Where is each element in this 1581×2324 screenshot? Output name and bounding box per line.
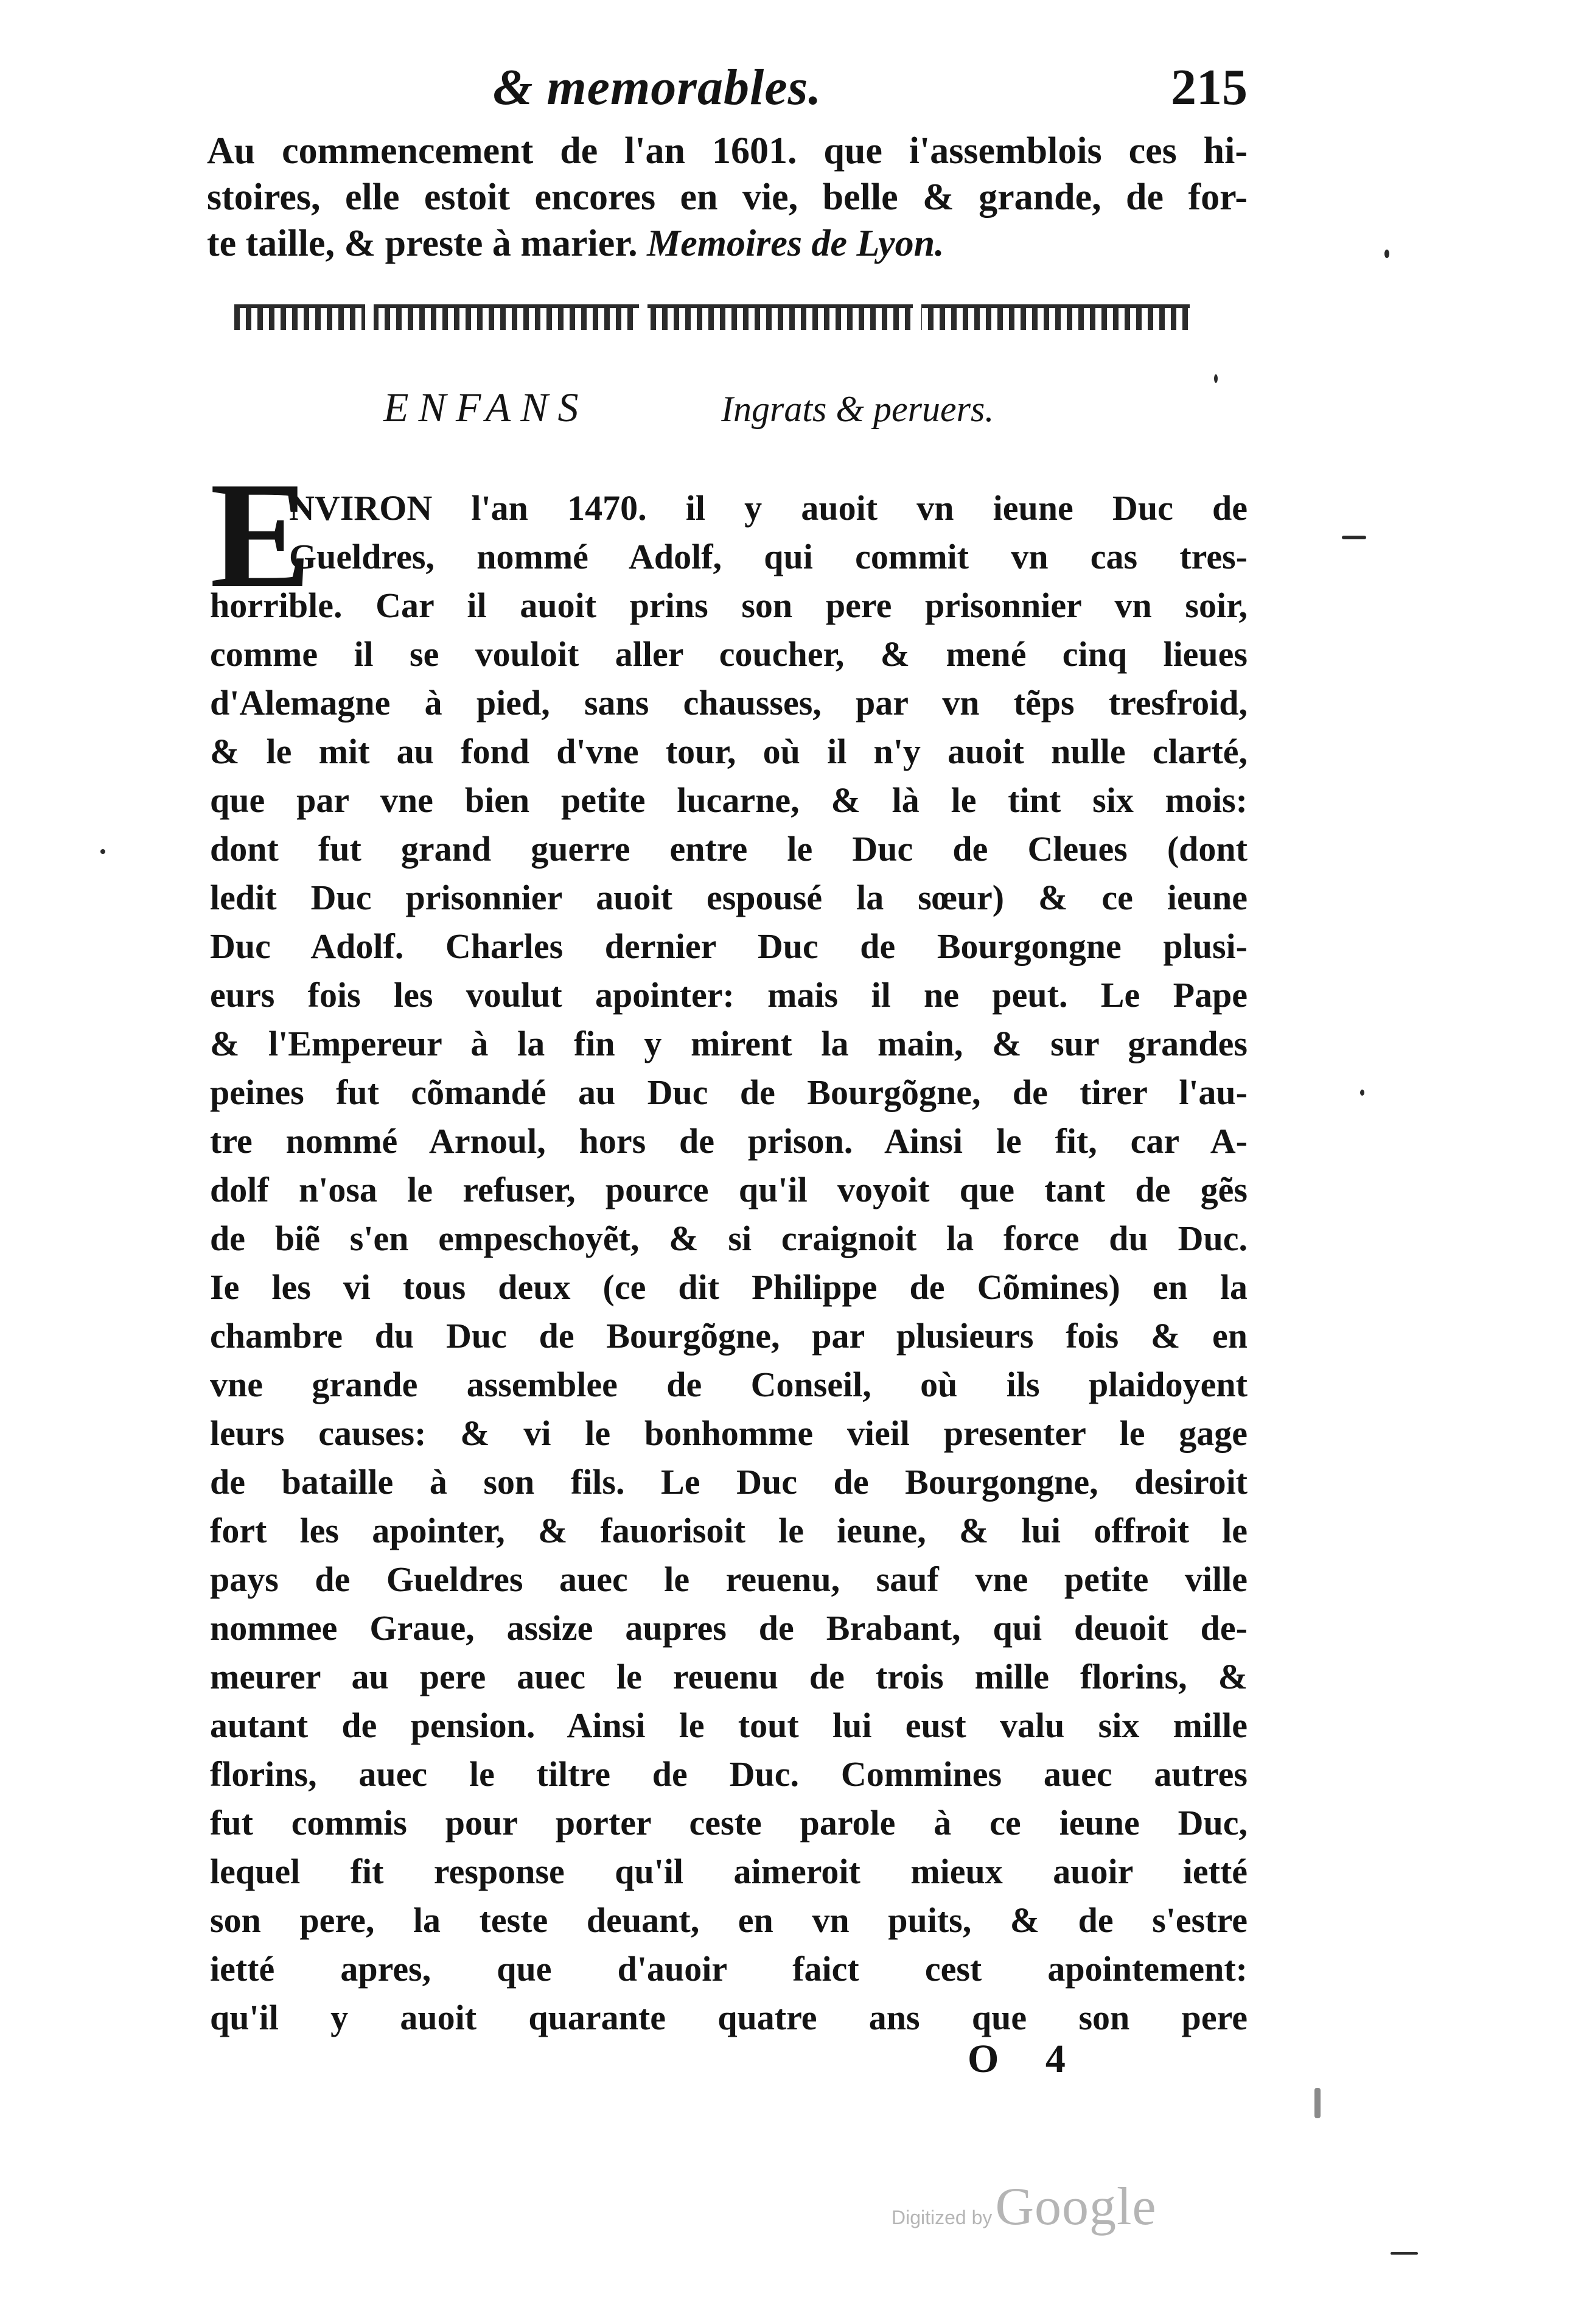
body-line: nommee Graue, assize aupres de Brabant, qui deuoit de- xyxy=(210,1608,1248,1648)
drop-cap: E xyxy=(210,451,312,620)
body-line: son pere, la teste deuant, en vn puits, & de s'estre xyxy=(210,1900,1248,1940)
body-line: lequel fit response qu'il aimeroit mieux auoir ietté xyxy=(210,1852,1248,1891)
scan-speck xyxy=(1360,1090,1364,1096)
lead-line-text: te taille, & preste à marier. xyxy=(207,223,638,264)
body-line: ledit Duc prisonnier auoit espousé la sœur) & ce ieune xyxy=(210,878,1248,917)
lead-line: Au commencement de l'an 1601. que i'assemblois ces hi- xyxy=(207,130,1248,172)
body-line: Gueldres, nommé Adolf, qui commit vn cas tres- xyxy=(289,537,1248,576)
watermark-logo: Google xyxy=(995,2177,1157,2236)
body-line: & l'Empereur à la fin y mirent la main, & sur grandes xyxy=(210,1024,1248,1063)
lead-paragraph xyxy=(207,128,1248,267)
body-line: & le mit au fond d'vne tour, où il n'y auoit nulle clarté, xyxy=(210,732,1248,771)
body-line: eurs fois les voulut apointer: mais il ne peut. Le Pape xyxy=(210,975,1248,1015)
body-line: fut commis pour porter ceste parole à ce ieune Duc, xyxy=(210,1803,1248,1843)
body-line: Duc Adolf. Charles dernier Duc de Bourgongne plusi- xyxy=(210,926,1248,966)
heading-main: ENFANS xyxy=(383,384,588,430)
ornament-gap xyxy=(639,304,647,330)
scan-speck xyxy=(1314,2088,1321,2118)
watermark-prefix: Digitized by xyxy=(892,2207,993,2228)
body-line: NVIRON l'an 1470. il y auoit vn ieune Duc de xyxy=(289,488,1248,528)
section-heading xyxy=(383,383,1174,438)
body-line: dolf n'osa le refuser, pource qu'il voyoit que tant de gẽs xyxy=(210,1170,1248,1209)
digitized-watermark xyxy=(892,2176,1157,2236)
lead-source: Memoires de Lyon. xyxy=(647,223,944,264)
body-line: horrible. Car il auoit prins son pere prisonnier vn soir, xyxy=(210,586,1248,625)
scan-speck xyxy=(100,849,105,854)
body-line: ietté apres, que d'auoir faict cest apointement: xyxy=(210,1949,1248,1989)
body-line: florins, auec le tiltre de Duc. Commines auec autres xyxy=(210,1754,1248,1794)
body-line: tre nommé Arnoul, hors de prison. Ainsi le fit, car A- xyxy=(210,1121,1248,1161)
page-number: 215 xyxy=(1171,59,1248,116)
body-line: qu'il y auoit quarante quatre ans que son pere xyxy=(210,1998,1248,2037)
lead-line xyxy=(207,220,1248,267)
body-line: leurs causes: & vi le bonhomme vieil presenter le gage xyxy=(210,1413,1248,1453)
body-line: d'Alemagne à pied, sans chausses, par vn tẽps tresfroid, xyxy=(210,683,1248,723)
heading-sub: Ingrats & peruers. xyxy=(721,389,994,429)
body-line: comme il se vouloit aller coucher, & mené cinq lieues xyxy=(210,634,1248,674)
body-line: de biẽ s'en empeschoyẽt, & si craignoit la force du Duc. xyxy=(210,1219,1248,1258)
running-head xyxy=(207,58,1248,125)
scan-speck xyxy=(1391,2252,1418,2255)
ornament-divider xyxy=(234,304,1190,330)
signature-mark: O 4 xyxy=(968,2037,1084,2081)
lead-line: stoires, elle estoit encores en vie, belle & grande, de for- xyxy=(207,177,1248,218)
body-line: fort les apointer, & fauorisoit le ieune, & lui offroit le xyxy=(210,1511,1248,1550)
ornament-gap xyxy=(365,304,374,330)
scan-speck xyxy=(1384,250,1389,258)
scan-speck xyxy=(1214,374,1218,383)
body-line: Ie les vi tous deux (ce dit Philippe de Cõmines) en la xyxy=(210,1267,1248,1307)
body-line: de bataille à son fils. Le Duc de Bourgongne, desiroit xyxy=(210,1462,1248,1502)
body-line: vne grande assemblee de Conseil, où ils plaidoyent xyxy=(210,1365,1248,1404)
body-line: peines fut cõmandé au Duc de Bourgõgne, de tirer l'au- xyxy=(210,1073,1248,1112)
body-line: autant de pension. Ainsi le tout lui eust valu six mille xyxy=(210,1706,1248,1745)
body-line: chambre du Duc de Bourgõgne, par plusieurs fois & en xyxy=(210,1316,1248,1356)
ornament-gap xyxy=(913,304,921,330)
running-title: & memorables. xyxy=(493,59,822,116)
body-line: que par vne bien petite lucarne, & là le tint six mois: xyxy=(210,780,1248,820)
body-line: pays de Gueldres auec le reuenu, sauf vne petite ville xyxy=(210,1559,1248,1599)
scan-speck xyxy=(1342,536,1366,539)
body-line: dont fut grand guerre entre le Duc de Cleues (dont xyxy=(210,829,1248,869)
body-line: meurer au pere auec le reuenu de trois mille florins, & xyxy=(210,1657,1248,1696)
